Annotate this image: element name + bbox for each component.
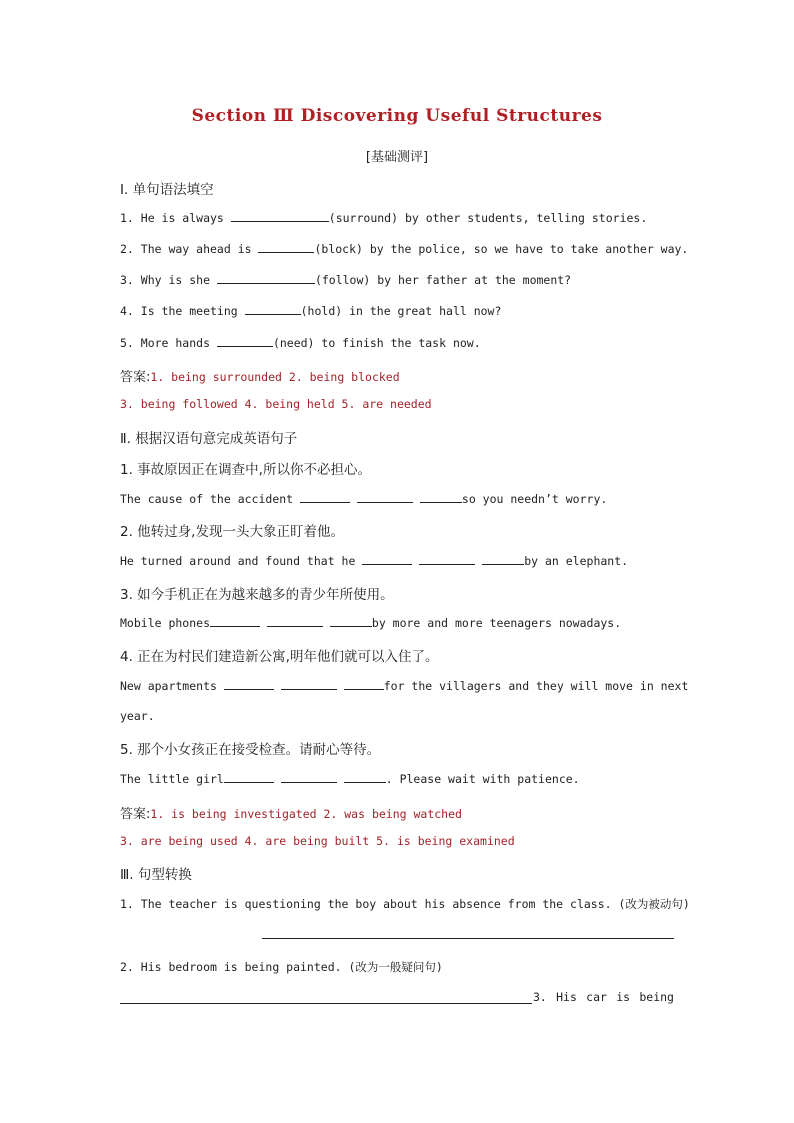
sec2-question-4-continued: year. — [120, 709, 155, 723]
section-2-heading: Ⅱ. 根据汉语句意完成英语句子 — [120, 431, 298, 447]
question-text: 2. The way ahead is — [120, 242, 259, 256]
question-text: The cause of the accident — [120, 492, 301, 506]
question-word: 3. — [533, 990, 547, 1004]
answer-text: 1. is being investigated 2. was being watched — [150, 807, 462, 821]
question-word: is — [616, 990, 631, 1004]
answer-blank[interactable] — [217, 272, 315, 284]
answer-blank[interactable] — [482, 553, 524, 565]
question-text: New apartments — [120, 679, 224, 693]
answer-blank[interactable] — [420, 491, 462, 503]
answer-line[interactable] — [262, 938, 674, 939]
sec2-question-1-chinese: 1. 事故原因正在调查中,所以你不必担心。 — [120, 462, 371, 478]
answer-blank[interactable] — [362, 553, 412, 565]
answer-blank[interactable] — [357, 491, 413, 503]
answer-blank[interactable] — [224, 678, 274, 690]
question-text: The little girl — [120, 772, 224, 786]
sec2-question-5-chinese: 5. 那个小女孩正在接受检查。请耐心等待。 — [120, 742, 381, 758]
sec2-answer-line-2: 3. are being used 4. are being built 5. is being examined — [120, 834, 515, 848]
question-text: so you needn’t worry. — [461, 492, 608, 506]
question-text: 1. The teacher is questioning the boy about his absence from the class. (改为被动句) — [120, 897, 690, 911]
sec1-question-1 — [120, 210, 675, 225]
answer-blank[interactable] — [419, 553, 475, 565]
answer-line[interactable] — [120, 1003, 532, 1004]
question-text: Mobile phones — [120, 616, 211, 630]
question-text: . Please wait with patience. — [385, 772, 580, 786]
answer-blank[interactable] — [281, 678, 337, 690]
question-text: (need) to finish the task now. — [272, 336, 481, 350]
sec2-question-3-chinese: 3. 如今手机正在为越来越多的青少年所使用。 — [120, 587, 394, 603]
question-text: 5. More hands — [120, 336, 217, 350]
sec2-question-5 — [120, 771, 675, 786]
answer-blank[interactable] — [231, 210, 329, 222]
answer-blank[interactable] — [245, 303, 301, 315]
sec1-question-2 — [120, 241, 689, 256]
answer-text: 1. being surrounded 2. being blocked — [150, 370, 400, 384]
question-text: 4. Is the meeting — [120, 304, 245, 318]
sec3-question-2 — [120, 959, 675, 975]
section-3-heading: Ⅲ. 句型转换 — [120, 867, 192, 883]
answer-blank[interactable] — [258, 241, 314, 253]
sec2-question-2 — [120, 553, 675, 568]
sec1-question-4 — [120, 303, 675, 318]
question-text: He turned around and found that he — [120, 554, 363, 568]
question-word: being — [639, 990, 674, 1004]
question-word: His — [556, 990, 577, 1004]
question-text: (surround) by other students, telling stories. — [328, 211, 648, 225]
question-text: (follow) by her father at the moment? — [314, 273, 572, 287]
sec2-question-1 — [120, 491, 675, 506]
answer-label: 答案: — [120, 807, 151, 822]
question-text: by an elephant. — [524, 554, 629, 568]
answer-blank[interactable] — [344, 771, 386, 783]
question-text: 3. Why is she — [120, 273, 217, 287]
question-text: for the villagers and they will move in next — [383, 679, 689, 693]
question-text: by more and more teenagers nowadays. — [371, 616, 622, 630]
answer-blank[interactable] — [344, 678, 384, 690]
sec1-answer-line-2: 3. being followed 4. being held 5. are needed — [120, 397, 432, 411]
sec2-question-4 — [120, 678, 689, 693]
section-1-heading: Ⅰ. 单句语法填空 — [120, 182, 214, 198]
question-text: 1. He is always — [120, 211, 231, 225]
answer-blank[interactable] — [300, 491, 350, 503]
question-word: car — [586, 990, 607, 1004]
answer-blank[interactable] — [281, 771, 337, 783]
question-text: (hold) in the great hall now? — [300, 304, 502, 318]
sec2-question-4-chinese: 4. 正在为村民们建造新公寓,明年他们就可以入住了。 — [120, 649, 439, 665]
page-title: Section Ⅲ Discovering Useful Structures — [191, 106, 603, 126]
question-text: 2. His bedroom is being painted. (改为一般疑问句) — [120, 960, 443, 974]
sec1-question-3 — [120, 272, 675, 287]
sec2-question-3 — [120, 615, 675, 630]
question-text: (block) by the police, so we have to take another way. — [314, 242, 689, 256]
sec1-question-5 — [120, 335, 675, 350]
section-subtitle: [基础测评] — [365, 150, 429, 165]
answer-blank[interactable] — [224, 771, 274, 783]
answer-blank[interactable] — [210, 615, 260, 627]
sec2-question-2-chinese: 2. 他转过身,发现一头大象正盯着他。 — [120, 524, 344, 540]
sec3-question-1 — [120, 896, 690, 912]
answer-label: 答案: — [120, 370, 151, 385]
sec3-question-3-start — [533, 990, 674, 1004]
answer-blank[interactable] — [330, 615, 372, 627]
answer-blank[interactable] — [217, 335, 273, 347]
sec2-answer-line-1 — [120, 803, 675, 822]
sec1-answer-line-1 — [120, 366, 675, 385]
answer-blank[interactable] — [267, 615, 323, 627]
